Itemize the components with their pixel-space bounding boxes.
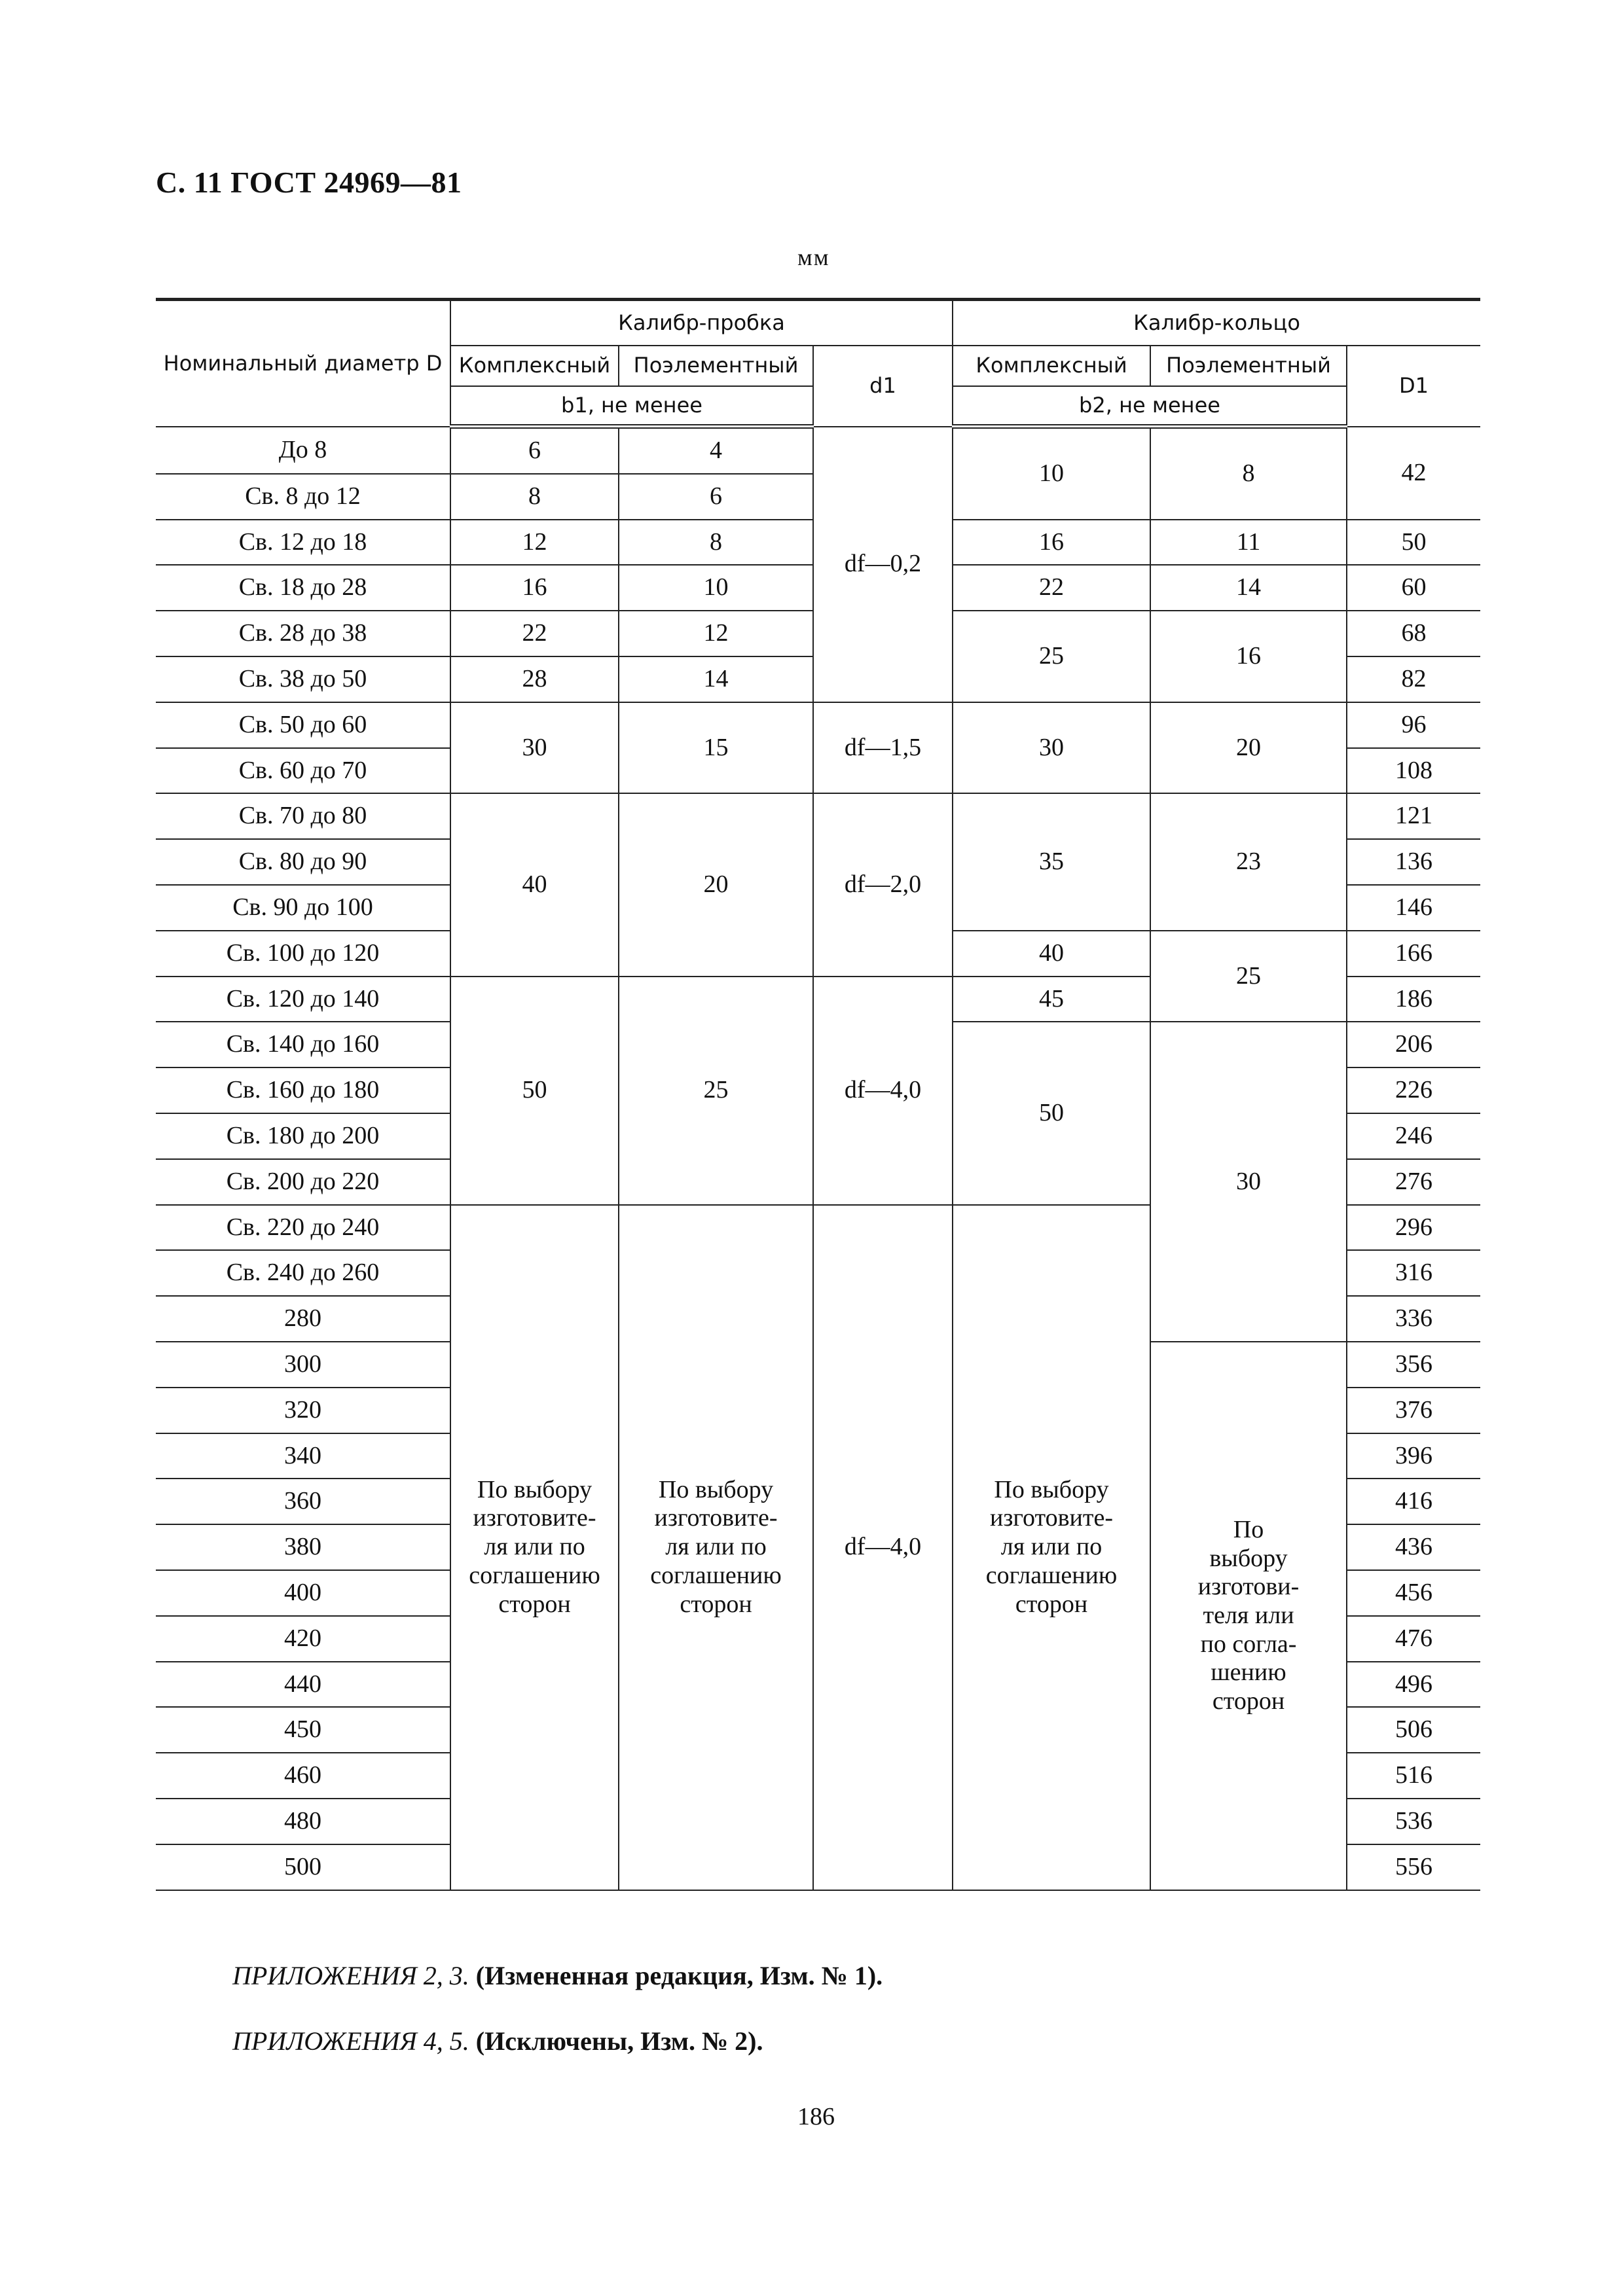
table-row-d: 450 bbox=[156, 1707, 450, 1753]
D1-cell: 506 bbox=[1347, 1707, 1480, 1753]
D1-cell: 166 bbox=[1347, 931, 1480, 977]
D1-cell: 96 bbox=[1347, 702, 1480, 748]
D1-cell: 136 bbox=[1347, 839, 1480, 885]
b2-complex: 22 bbox=[953, 565, 1150, 611]
b2-complex: 25 bbox=[953, 611, 1150, 702]
b1-element: 8 bbox=[619, 520, 813, 565]
D1-cell: 42 bbox=[1347, 427, 1480, 520]
D1-cell: 108 bbox=[1347, 748, 1480, 794]
table-row-d: До 8 bbox=[156, 427, 450, 474]
b1-complex: 12 bbox=[450, 520, 619, 565]
b2-element: 20 bbox=[1150, 702, 1347, 794]
table-row-d: 500 bbox=[156, 1844, 450, 1890]
b1-complex: 28 bbox=[450, 656, 619, 702]
table-row-d: Св. 90 до 100 bbox=[156, 885, 450, 931]
table-row-d: Св. 160 до 180 bbox=[156, 1067, 450, 1113]
b1-element: 12 bbox=[619, 611, 813, 656]
D1-cell: 60 bbox=[1347, 565, 1480, 611]
b1-element: 20 bbox=[619, 793, 813, 976]
table-row-d: Св. 8 до 12 bbox=[156, 474, 450, 520]
b1-element: 15 bbox=[619, 702, 813, 794]
dimensions-table bbox=[156, 298, 1480, 1891]
D1-cell: 436 bbox=[1347, 1524, 1480, 1570]
table-row-d: 280 bbox=[156, 1296, 450, 1342]
D1-cell: 456 bbox=[1347, 1570, 1480, 1616]
D1-cell: 68 bbox=[1347, 611, 1480, 656]
D1-cell: 356 bbox=[1347, 1342, 1480, 1388]
D1-cell: 376 bbox=[1347, 1388, 1480, 1433]
b1-element: 4 bbox=[619, 427, 813, 474]
b1-complex: 6 bbox=[450, 427, 619, 474]
d1-cell: df—4,0 bbox=[813, 1205, 953, 1890]
header-plug-complex: Комплексный bbox=[450, 346, 619, 386]
table-row-d: 360 bbox=[156, 1479, 450, 1524]
D1-cell: 146 bbox=[1347, 885, 1480, 931]
table-row-d: Св. 38 до 50 bbox=[156, 656, 450, 702]
header-d1: d1 bbox=[813, 346, 953, 427]
table-row-d: 340 bbox=[156, 1433, 450, 1479]
header-plug-gauge: Калибр-пробка bbox=[450, 300, 953, 346]
table-row-d: 420 bbox=[156, 1616, 450, 1662]
b1-complex: 50 bbox=[450, 977, 619, 1205]
b2-complex: 50 bbox=[953, 1022, 1150, 1204]
table-row-d: Св. 120 до 140 bbox=[156, 977, 450, 1022]
b1-element: 25 bbox=[619, 977, 813, 1205]
header-b1: b1, не менее bbox=[450, 386, 813, 427]
b1-element: 10 bbox=[619, 565, 813, 611]
b2-element: 30 bbox=[1150, 1022, 1347, 1342]
b2-complex: 35 bbox=[953, 793, 1150, 930]
b1-complex: 8 bbox=[450, 474, 619, 520]
header-ring-complex: Комплексный bbox=[953, 346, 1150, 386]
b2-element-by-choice: По выбору изготови- теля или по согла- шению сторон bbox=[1150, 1342, 1347, 1890]
header-plug-element: Поэлементный bbox=[619, 346, 813, 386]
d1-cell: df—2,0 bbox=[813, 793, 953, 976]
table-row-d: Св. 60 до 70 bbox=[156, 748, 450, 794]
table-row-d: Св. 240 до 260 bbox=[156, 1250, 450, 1296]
D1-cell: 316 bbox=[1347, 1250, 1480, 1296]
b1-complex: 30 bbox=[450, 702, 619, 794]
table-row-d: Св. 18 до 28 bbox=[156, 565, 450, 611]
D1-cell: 476 bbox=[1347, 1616, 1480, 1662]
b2-element: 11 bbox=[1150, 520, 1347, 565]
b2-complex: 40 bbox=[953, 931, 1150, 977]
b2-element: 23 bbox=[1150, 793, 1347, 930]
D1-cell: 396 bbox=[1347, 1433, 1480, 1479]
header-D1: D1 bbox=[1347, 346, 1480, 427]
b1-element: 6 bbox=[619, 474, 813, 520]
header-ring-element: Поэлементный bbox=[1150, 346, 1347, 386]
b2-complex: 45 bbox=[953, 977, 1150, 1022]
d1-cell: df—1,5 bbox=[813, 702, 953, 794]
unit-label: мм bbox=[797, 244, 830, 270]
D1-cell: 536 bbox=[1347, 1799, 1480, 1844]
b1-complex: 16 bbox=[450, 565, 619, 611]
table-row-d: Св. 220 до 240 bbox=[156, 1205, 450, 1251]
page-header: С. 11 ГОСТ 24969—81 bbox=[156, 166, 462, 199]
b1-element: 14 bbox=[619, 656, 813, 702]
D1-cell: 206 bbox=[1347, 1022, 1480, 1067]
table-row-d: 380 bbox=[156, 1524, 450, 1570]
header-nominal-diameter: Номинальный диаметр D bbox=[156, 300, 450, 427]
note-amended bbox=[232, 1960, 883, 1991]
b1-element-by-choice: По выбору изготовите- ля или по соглашению сторон bbox=[619, 1205, 813, 1890]
table-row-d: 400 bbox=[156, 1570, 450, 1616]
table-row-d: 440 bbox=[156, 1662, 450, 1708]
D1-cell: 246 bbox=[1347, 1113, 1480, 1159]
D1-cell: 556 bbox=[1347, 1844, 1480, 1890]
b2-complex: 10 bbox=[953, 427, 1150, 520]
D1-cell: 276 bbox=[1347, 1159, 1480, 1205]
D1-cell: 121 bbox=[1347, 793, 1480, 839]
note-2-text: (Исключены, Изм. № 2). bbox=[475, 2026, 763, 2056]
table-row-d: Св. 50 до 60 bbox=[156, 702, 450, 748]
D1-cell: 186 bbox=[1347, 977, 1480, 1022]
d1-cell: df—4,0 bbox=[813, 977, 953, 1205]
note-2-ref: ПРИЛОЖЕНИЯ 4, 5. bbox=[232, 2026, 469, 2056]
table-row-d: Св. 140 до 160 bbox=[156, 1022, 450, 1067]
table-row-d: 320 bbox=[156, 1388, 450, 1433]
b1-complex: 22 bbox=[450, 611, 619, 656]
header-b2: b2, не менее bbox=[953, 386, 1347, 427]
note-1-ref: ПРИЛОЖЕНИЯ 2, 3. bbox=[232, 1961, 469, 1990]
table-row-d: Св. 100 до 120 bbox=[156, 931, 450, 977]
D1-cell: 416 bbox=[1347, 1479, 1480, 1524]
D1-cell: 226 bbox=[1347, 1067, 1480, 1113]
b2-complex: 30 bbox=[953, 702, 1150, 794]
table-row-d: 300 bbox=[156, 1342, 450, 1388]
table-row-d: Св. 180 до 200 bbox=[156, 1113, 450, 1159]
header-ring-gauge: Калибр-кольцо bbox=[953, 300, 1480, 346]
table-row-d: Св. 200 до 220 bbox=[156, 1159, 450, 1205]
note-1-text: (Измененная редакция, Изм. № 1). bbox=[475, 1961, 883, 1990]
d1-cell: df—0,2 bbox=[813, 427, 953, 702]
table-row-d: Св. 12 до 18 bbox=[156, 520, 450, 565]
note-excluded bbox=[232, 2026, 763, 2056]
D1-cell: 296 bbox=[1347, 1205, 1480, 1251]
table-row-d: Св. 80 до 90 bbox=[156, 839, 450, 885]
D1-cell: 82 bbox=[1347, 656, 1480, 702]
b1-complex: 40 bbox=[450, 793, 619, 976]
table-row-d: 460 bbox=[156, 1753, 450, 1799]
table-row-d: 480 bbox=[156, 1799, 450, 1844]
b2-element: 25 bbox=[1150, 931, 1347, 1022]
D1-cell: 50 bbox=[1347, 520, 1480, 565]
D1-cell: 496 bbox=[1347, 1662, 1480, 1708]
D1-cell: 336 bbox=[1347, 1296, 1480, 1342]
table-row-d: Св. 28 до 38 bbox=[156, 611, 450, 656]
b2-complex-by-choice: По выбору изготовите- ля или по соглашению сторон bbox=[953, 1205, 1150, 1890]
b1-complex-by-choice: По выбору изготовите- ля или по соглашению сторон bbox=[450, 1205, 619, 1890]
b2-element: 16 bbox=[1150, 611, 1347, 702]
b2-complex: 16 bbox=[953, 520, 1150, 565]
b2-element: 14 bbox=[1150, 565, 1347, 611]
b2-element: 8 bbox=[1150, 427, 1347, 520]
table-row-d: Св. 70 до 80 bbox=[156, 793, 450, 839]
D1-cell: 516 bbox=[1347, 1753, 1480, 1799]
page-number: 186 bbox=[797, 2103, 835, 2130]
